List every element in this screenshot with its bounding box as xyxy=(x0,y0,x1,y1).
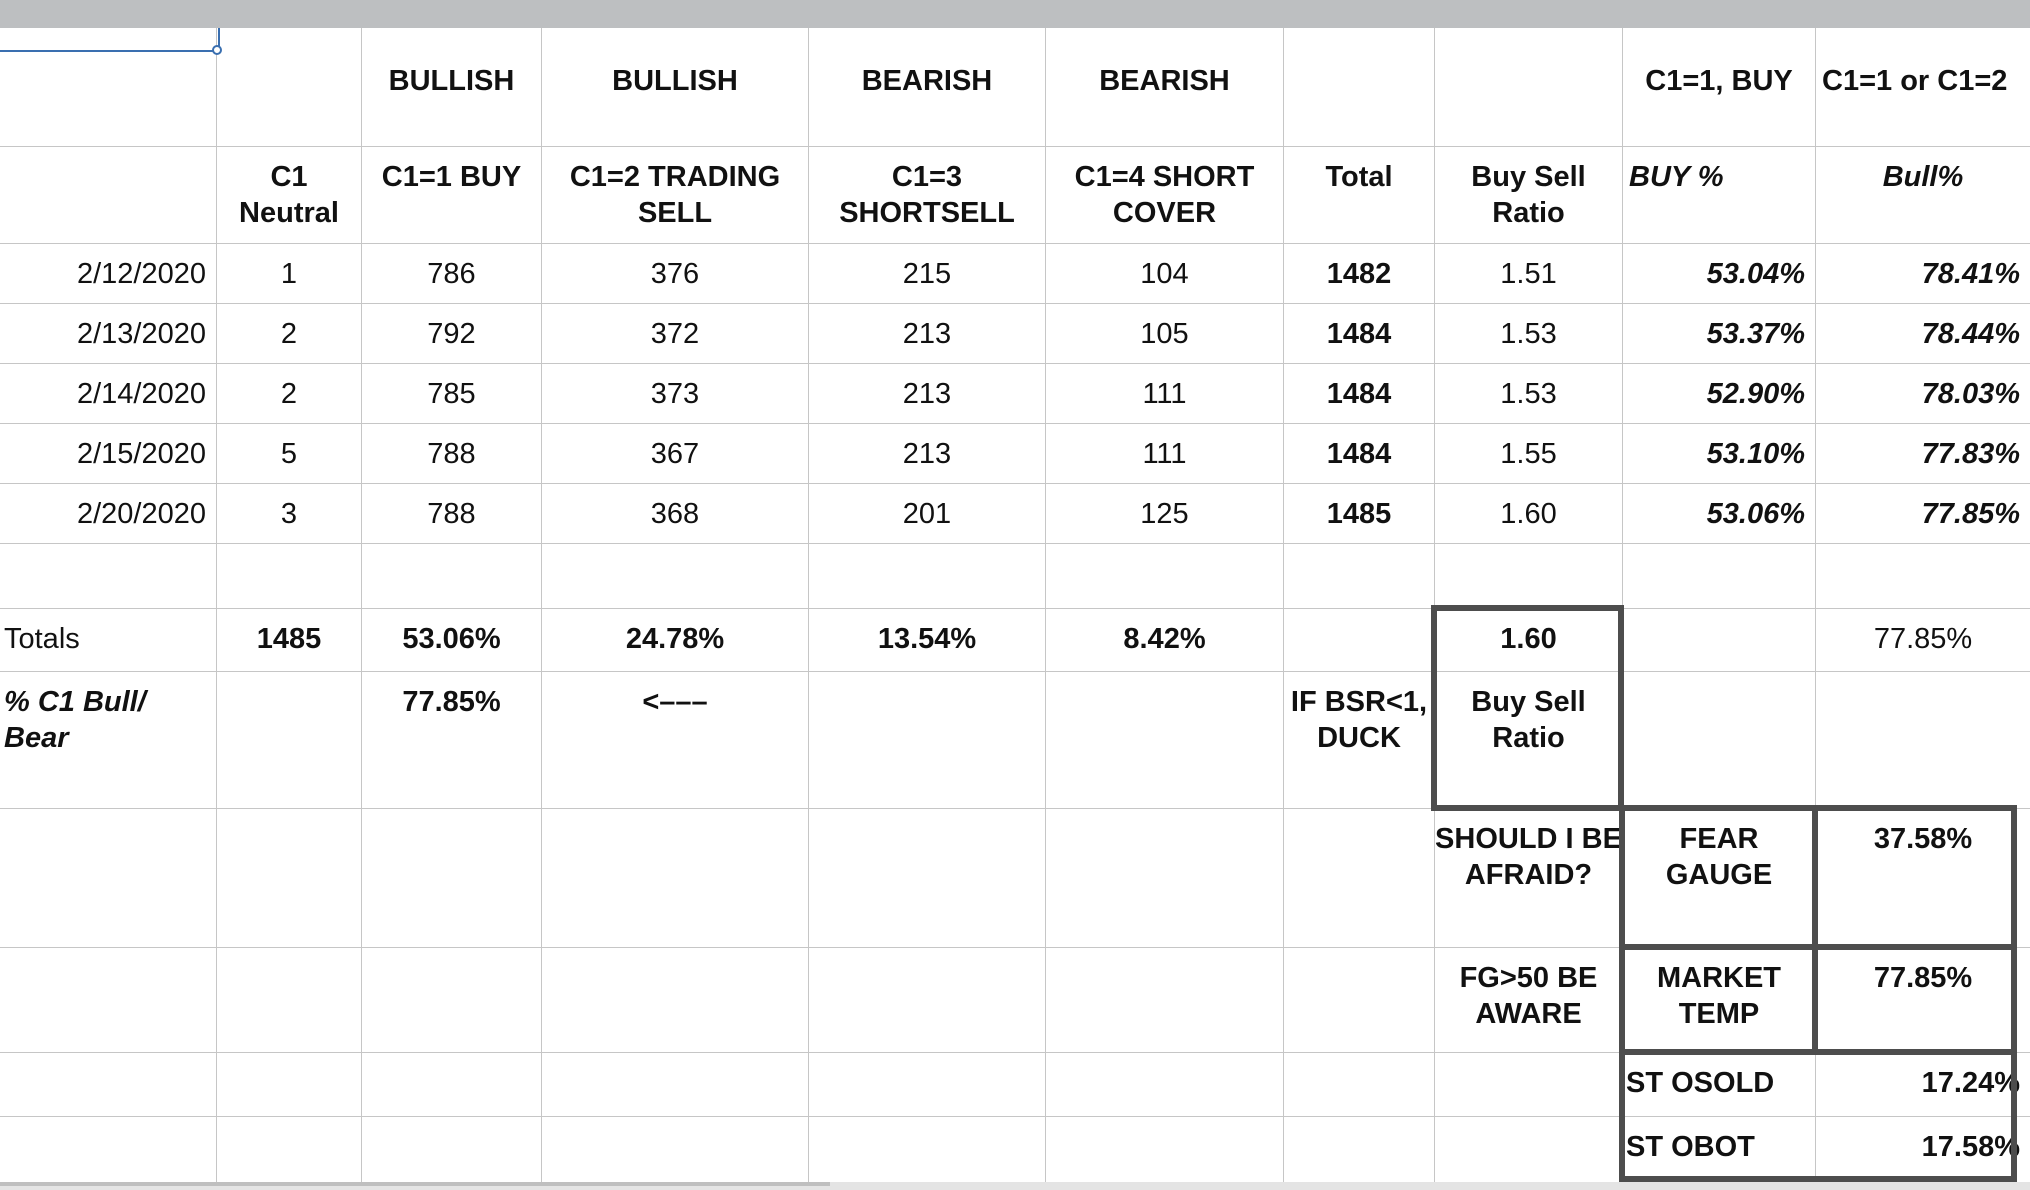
cell-obot-buy-pct[interactable]: ST OBOT xyxy=(1626,1131,1755,1163)
cell-data-0-neutral[interactable]: 1 xyxy=(280,258,298,290)
cell-header-total[interactable]: Total xyxy=(1325,161,1393,193)
cell-osold-short-cover[interactable] xyxy=(1046,1053,1283,1116)
cell-bullbear-date[interactable]: % C1 Bull/ Bear xyxy=(4,686,146,754)
cell-group-buy[interactable]: BULLISH xyxy=(388,65,515,97)
cell-data-3-buy-pct[interactable]: 53.10% xyxy=(1706,438,1805,470)
cell-osold-buy-sell-ratio[interactable] xyxy=(1435,1053,1622,1116)
cell-bullbear-buy-sell-ratio[interactable]: Buy Sell Ratio xyxy=(1471,686,1586,754)
cell-header-short-cover[interactable]: C1=4 SHORT COVER xyxy=(1074,161,1255,229)
cell-osold-buy[interactable] xyxy=(362,1053,541,1116)
cell-data-0-shortsell[interactable]: 215 xyxy=(902,258,952,290)
cell-market-buy-sell-ratio[interactable]: FG>50 BE AWARE xyxy=(1459,962,1598,1030)
cell-fear-total[interactable] xyxy=(1284,809,1434,947)
cell-data-2-date[interactable]: 2/14/2020 xyxy=(76,378,206,410)
cell-data-0-date[interactable]: 2/12/2020 xyxy=(76,258,206,290)
cell-group-buy-pct[interactable]: C1=1, BUY xyxy=(1645,65,1793,97)
cell-data-4-buy-sell-ratio[interactable]: 1.60 xyxy=(1500,498,1557,530)
cell-data-2-buy[interactable]: 785 xyxy=(427,378,476,410)
cell-totals-short-cover[interactable]: 8.42% xyxy=(1123,623,1206,655)
cell-data-4-total[interactable]: 1485 xyxy=(1326,498,1392,530)
bsr-box xyxy=(1431,605,1624,811)
cell-group-neutral[interactable] xyxy=(217,51,361,146)
cell-market-short-cover[interactable] xyxy=(1046,948,1283,1052)
cell-totals-trading-sell[interactable]: 24.78% xyxy=(625,623,725,655)
cell-data-2-buy-pct[interactable]: 52.90% xyxy=(1706,378,1805,410)
cell-data-0-buy[interactable]: 786 xyxy=(427,258,476,290)
cell-data-4-neutral[interactable]: 3 xyxy=(280,498,298,530)
column-header-band xyxy=(0,0,2030,28)
cell-header-buy[interactable]: C1=1 BUY xyxy=(381,161,522,193)
cell-osold-bull-pct[interactable]: 17.24% xyxy=(1921,1067,2020,1099)
cell-market-bull-pct[interactable]: 77.85% xyxy=(1873,962,1973,994)
cell-header-shortsell[interactable]: C1=3 SHORTSELL xyxy=(839,161,1015,229)
cell-data-1-neutral[interactable]: 2 xyxy=(280,318,298,350)
cell-fear-neutral[interactable] xyxy=(217,809,361,947)
cell-data-2-buy-sell-ratio[interactable]: 1.53 xyxy=(1500,378,1557,410)
fear-gauge-box xyxy=(1619,805,1818,950)
cell-obot-buy-sell-ratio[interactable] xyxy=(1435,1117,1622,1182)
cell-data-3-bull-pct[interactable]: 77.83% xyxy=(1921,438,2020,470)
cell-market-date[interactable] xyxy=(1,948,216,1052)
cell-data-0-total[interactable]: 1482 xyxy=(1326,258,1392,290)
cell-group-total[interactable] xyxy=(1284,51,1434,146)
cell-bullbear-buy[interactable]: 77.85% xyxy=(402,686,501,718)
cell-data-3-short-cover[interactable]: 111 xyxy=(1142,438,1187,470)
cell-header-buy-sell-ratio[interactable]: Buy Sell Ratio xyxy=(1471,161,1586,229)
cell-data-2-trading-sell[interactable]: 373 xyxy=(650,378,700,410)
cell-data-4-bull-pct[interactable]: 77.85% xyxy=(1921,498,2020,530)
cell-data-1-bull-pct[interactable]: 78.44% xyxy=(1921,318,2020,350)
cell-data-4-date[interactable]: 2/20/2020 xyxy=(76,498,206,530)
cell-totals-total[interactable] xyxy=(1284,609,1434,671)
cell-fear-buy-pct[interactable]: FEAR GAUGE xyxy=(1665,823,1773,891)
cell-data-2-neutral[interactable]: 2 xyxy=(280,378,298,410)
cell-fear-short-cover[interactable] xyxy=(1046,809,1283,947)
cell-market-buy[interactable] xyxy=(362,948,541,1052)
cell-data-4-buy-pct[interactable]: 53.06% xyxy=(1706,498,1805,530)
cell-totals-date[interactable]: Totals xyxy=(4,623,80,655)
cell-data-2-bull-pct[interactable]: 78.03% xyxy=(1921,378,2020,410)
cell-fear-shortsell[interactable] xyxy=(809,809,1045,947)
cell-bullbear-shortsell[interactable] xyxy=(809,672,1045,808)
cell-data-0-bull-pct[interactable]: 78.41% xyxy=(1921,258,2020,290)
cell-data-1-trading-sell[interactable]: 372 xyxy=(650,318,700,350)
cell-data-1-buy-pct[interactable]: 53.37% xyxy=(1706,318,1805,350)
cell-obot-neutral[interactable] xyxy=(217,1117,361,1182)
selected-cell-border xyxy=(0,50,220,52)
cell-data-1-short-cover[interactable]: 105 xyxy=(1140,318,1189,350)
cell-group-shortsell[interactable]: BEARISH xyxy=(861,65,993,97)
cell-data-4-shortsell[interactable]: 201 xyxy=(902,498,952,530)
cell-totals-neutral[interactable]: 1485 xyxy=(256,623,322,655)
cell-data-4-buy[interactable]: 788 xyxy=(427,498,476,530)
cell-data-2-total[interactable]: 1484 xyxy=(1326,378,1392,410)
cell-fear-bull-pct[interactable]: 37.58% xyxy=(1873,823,1973,855)
cell-fear-trading-sell[interactable] xyxy=(542,809,808,947)
cell-data-2-short-cover[interactable]: 111 xyxy=(1142,378,1187,410)
cell-totals-shortsell[interactable]: 13.54% xyxy=(877,623,977,655)
cell-data-0-trading-sell[interactable]: 376 xyxy=(650,258,700,290)
scrollbar-thumb[interactable] xyxy=(0,1182,830,1186)
cell-group-buy-sell-ratio[interactable] xyxy=(1435,51,1622,146)
cell-data-1-shortsell[interactable]: 213 xyxy=(902,318,952,350)
cell-osold-trading-sell[interactable] xyxy=(542,1053,808,1116)
selection-drag-handle[interactable] xyxy=(212,45,222,55)
cell-data-3-buy-sell-ratio[interactable]: 1.55 xyxy=(1500,438,1557,470)
cell-totals-buy-sell-ratio[interactable]: 1.60 xyxy=(1500,623,1557,655)
cell-osold-shortsell[interactable] xyxy=(809,1053,1045,1116)
cell-bullbear-trading-sell[interactable]: <––– xyxy=(642,686,708,718)
cell-fear-buy[interactable] xyxy=(362,809,541,947)
cell-totals-bull-pct[interactable]: 77.85% xyxy=(1873,623,1973,655)
short-term-box xyxy=(1619,1049,2017,1182)
cell-group-trading-sell[interactable]: BULLISH xyxy=(612,65,738,97)
cell-market-trading-sell[interactable] xyxy=(542,948,808,1052)
cell-totals-buy[interactable]: 53.06% xyxy=(402,623,501,655)
cell-osold-date[interactable] xyxy=(1,1053,216,1116)
fear-value-box xyxy=(1812,805,2017,950)
cell-group-date[interactable] xyxy=(1,51,216,146)
cell-data-1-date[interactable]: 2/13/2020 xyxy=(76,318,206,350)
cell-data-3-total[interactable]: 1484 xyxy=(1326,438,1392,470)
cell-bullbear-total[interactable]: IF BSR<1, DUCK xyxy=(1290,686,1428,754)
cell-bullbear-short-cover[interactable] xyxy=(1046,672,1283,808)
cell-data-0-short-cover[interactable]: 104 xyxy=(1140,258,1189,290)
cell-data-4-short-cover[interactable]: 125 xyxy=(1140,498,1189,530)
cell-data-1-buy-sell-ratio[interactable]: 1.53 xyxy=(1500,318,1557,350)
cell-osold-total[interactable] xyxy=(1284,1053,1434,1116)
cell-obot-total[interactable] xyxy=(1284,1117,1434,1182)
cell-data-3-trading-sell[interactable]: 367 xyxy=(650,438,700,470)
cell-data-3-shortsell[interactable]: 213 xyxy=(902,438,952,470)
cell-bullbear-bull-pct[interactable] xyxy=(1816,672,2030,808)
cell-obot-date[interactable] xyxy=(1,1117,216,1182)
cell-data-4-trading-sell[interactable]: 368 xyxy=(650,498,700,530)
cell-fear-date[interactable] xyxy=(1,809,216,947)
market-temp-box xyxy=(1619,944,1818,1055)
cell-bullbear-neutral[interactable] xyxy=(217,672,361,808)
cell-header-buy-pct[interactable]: BUY % xyxy=(1629,161,1724,193)
cell-obot-buy[interactable] xyxy=(362,1117,541,1182)
cell-osold-neutral[interactable] xyxy=(217,1053,361,1116)
cell-osold-buy-pct[interactable]: ST OSOLD xyxy=(1626,1067,1775,1099)
market-value-box xyxy=(1812,944,2017,1055)
cell-market-neutral[interactable] xyxy=(217,948,361,1052)
cell-data-2-shortsell[interactable]: 213 xyxy=(902,378,952,410)
cell-data-1-buy[interactable]: 792 xyxy=(427,318,476,350)
cell-fear-buy-sell-ratio[interactable]: SHOULD I BE AFRAID? xyxy=(1435,823,1622,891)
cell-data-1-total[interactable]: 1484 xyxy=(1326,318,1392,350)
cell-obot-shortsell[interactable] xyxy=(809,1117,1045,1182)
cell-group-bull-pct[interactable]: C1=1 or C1=2 xyxy=(1822,65,2008,97)
cell-obot-short-cover[interactable] xyxy=(1046,1117,1283,1182)
cell-header-neutral[interactable]: C1 Neutral xyxy=(239,161,339,229)
cell-totals-buy-pct[interactable] xyxy=(1623,609,1815,671)
cell-data-3-neutral[interactable]: 5 xyxy=(280,438,298,470)
horizontal-scrollbar[interactable] xyxy=(0,1182,2030,1190)
cell-obot-bull-pct[interactable]: 17.58% xyxy=(1921,1131,2020,1163)
cell-bullbear-buy-pct[interactable] xyxy=(1623,672,1815,808)
cell-market-shortsell[interactable] xyxy=(809,948,1045,1052)
cell-market-total[interactable] xyxy=(1284,948,1434,1052)
cell-header-date[interactable] xyxy=(1,147,216,243)
cell-obot-trading-sell[interactable] xyxy=(542,1117,808,1182)
cell-data-3-date[interactable]: 2/15/2020 xyxy=(76,438,206,470)
cell-market-buy-pct[interactable]: MARKET TEMP xyxy=(1656,962,1782,1030)
cell-group-short-cover[interactable]: BEARISH xyxy=(1099,65,1230,97)
grid-hline xyxy=(0,543,2030,544)
cell-data-3-buy[interactable]: 788 xyxy=(427,438,476,470)
cell-data-0-buy-sell-ratio[interactable]: 1.51 xyxy=(1500,258,1557,290)
cell-header-trading-sell[interactable]: C1=2 TRADING SELL xyxy=(569,161,781,229)
cell-data-0-buy-pct[interactable]: 53.04% xyxy=(1706,258,1805,290)
cell-header-bull-pct[interactable]: Bull% xyxy=(1882,161,1964,193)
